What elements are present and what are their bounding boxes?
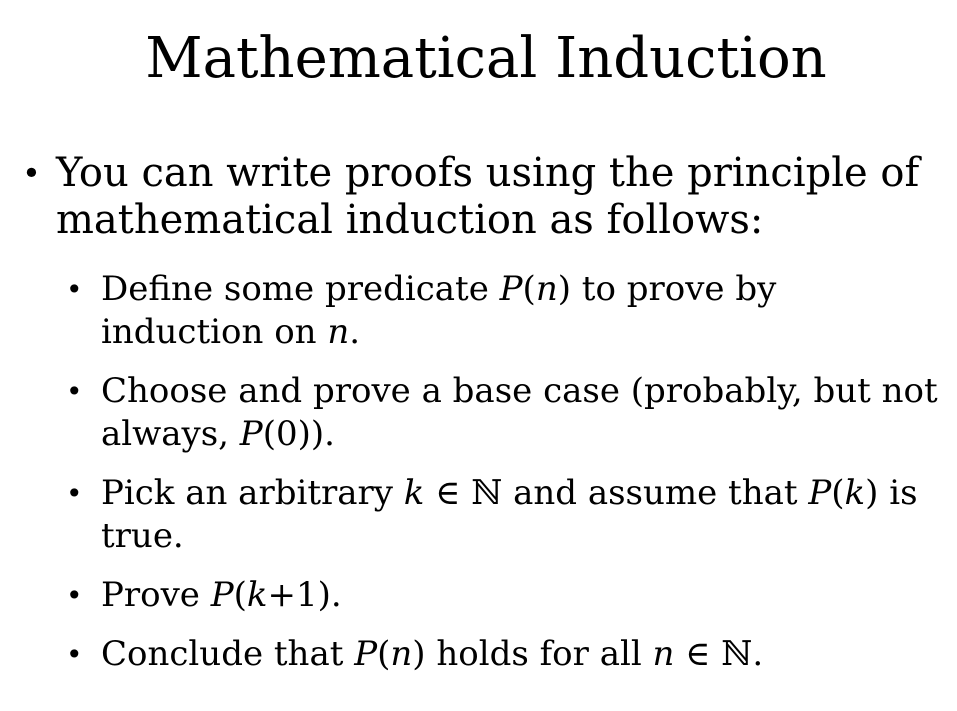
induction-steps-list: [66, 268, 946, 692]
slide-title: Mathematical Induction: [145, 26, 827, 91]
bullet-icon: •: [22, 154, 41, 192]
step-text-part: Conclude that: [101, 634, 355, 674]
bullet-icon: •: [66, 477, 83, 510]
step-define-predicate: [66, 268, 946, 354]
step-text-part: (: [522, 269, 536, 309]
step-base-case: [66, 370, 946, 456]
bullet-icon: •: [66, 375, 83, 408]
step-text: [101, 574, 946, 617]
step-text-part: +1).: [267, 575, 342, 615]
main-bullet-text: You can write proofs using the principle of mathematical induction as follows:: [56, 150, 920, 243]
step-text-part: ∈ ℕ and assume that: [424, 473, 809, 513]
math-variable: n: [390, 634, 413, 674]
step-text-part: ∈ ℕ.: [674, 634, 764, 674]
step-text: [101, 268, 946, 354]
math-variable: k: [246, 575, 268, 615]
step-text: [101, 472, 946, 558]
math-variable: n: [535, 269, 558, 309]
math-variable: P: [354, 634, 378, 674]
step-text-part: Pick an arbitrary: [101, 473, 404, 513]
math-variable: P: [210, 575, 234, 615]
bullet-icon: •: [66, 638, 83, 671]
math-variable: k: [844, 473, 866, 513]
math-variable: n: [327, 312, 350, 352]
math-variable: P: [808, 473, 832, 513]
step-text-part: Define some predicate: [101, 269, 500, 309]
step-text-part: Choose and prove a base case (probably, but not always,: [101, 371, 938, 454]
step-inductive-step: [66, 574, 946, 617]
step-text-part: ) is true.: [101, 473, 918, 556]
step-text: [101, 633, 946, 676]
math-variable: P: [499, 269, 523, 309]
step-text-part: ) holds for all: [412, 634, 653, 674]
math-variable: k: [403, 473, 425, 513]
step-text-part: .: [349, 312, 361, 352]
step-text: [101, 370, 946, 456]
math-variable: P: [239, 414, 263, 454]
step-text-part: (0)).: [262, 414, 335, 454]
bullet-icon: •: [66, 579, 83, 612]
step-inductive-hypothesis: [66, 472, 946, 558]
step-text-part: ) to prove by induction on: [101, 269, 777, 352]
step-text-part: Prove: [101, 575, 211, 615]
step-text-part: (: [233, 575, 247, 615]
math-variable: n: [652, 634, 675, 674]
step-text-part: (: [831, 473, 845, 513]
step-conclusion: [66, 633, 946, 676]
bullet-icon: •: [66, 273, 83, 306]
step-text-part: (: [377, 634, 391, 674]
